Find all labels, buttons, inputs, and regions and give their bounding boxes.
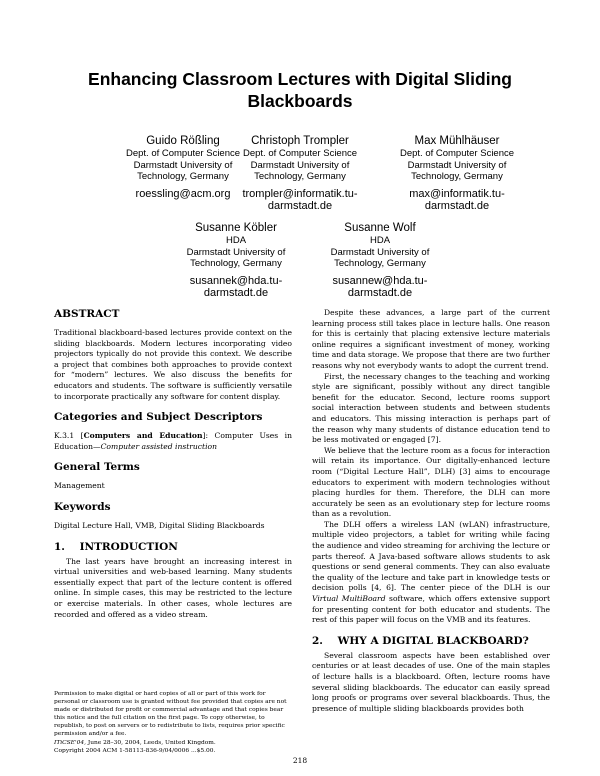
page-number: 218 <box>292 756 308 765</box>
paragraph <box>312 520 550 626</box>
categories-heading: Categories and Subject Descriptors <box>54 411 263 424</box>
paper-title: Enhancing Classroom Lectures with Digital Sliding Blackboards <box>88 69 512 111</box>
author-name: Max Mühlhäuser <box>414 135 500 147</box>
paragraph: We believe that the lecture room as a focus for interaction will retain its importance. Our digitally-enhanced lecture room (“Digital Lecture Hall”, DLH) [3] aims to encourage educators to experiment with modern technologies without placing hurdles for them. Therefore, the DLH can more accurately be seen as an evolutionary step for lecture rooms than as a revolution. <box>312 445 550 519</box>
author-email: susannek@hda.tu-darmstadt.de <box>189 274 283 299</box>
author-affiliation: Darmstadt University of <box>407 159 507 171</box>
author-email: trompler@informatik.tu-darmstadt.de <box>242 187 358 212</box>
author-affiliation: Dept. of Computer Science <box>125 148 241 159</box>
author-affiliation: Technology, Germany <box>334 258 426 269</box>
paragraph-part: The DLH offers a wireless LAN (wLAN) infrastructure, multiple video projectors, a tablet for writing while facing the audience and video streaming for archiving the lecture or parts thereof. A Java-based software allows students to ask questions or send general comments. They can also evaluate the quality of the lecture and take part in knowledge tests or decision polls [4, 6]. The center piece of the DLH is our <box>312 519 550 593</box>
author-affiliation: Darmstadt University of <box>250 159 350 171</box>
paragraph-part: software, which offers extensive support for presenting content for both educator and students. The rest of this paper will focus on the VMB and its features. <box>312 594 550 625</box>
section-2-heading: 2. WHY A DIGITAL BLACKBOARD? <box>312 634 529 647</box>
copyright-line: Copyright 2004 ACM 1-58113-836-9/04/0006 ...$5.00. <box>54 747 216 754</box>
author-affiliation: Darmstadt University of <box>330 246 430 258</box>
section-2-text: Several classroom aspects have been established over centuries or at least decades of use. One of the main staples of lecture halls is a blackboard. Often, lecture rooms have several sliding blackboards. The educator can easily spread long proofs or programs over several blackboards. Thus, the presence of multiple sliding blackboards provides both <box>312 650 550 713</box>
permission-text: Permission to make digital or hard copies of all or part of this work for personal or classroom use is granted without fee provided that copies are not made or distributed for profit or commercial advantage and that copies bear this notice and the full citation on the first page. To copy otherwise, to republish, to post on servers or to redistribute to lists, requires prior specific permission and/or a fee. <box>54 691 287 738</box>
right-column <box>312 308 550 714</box>
author-affiliation: Technology, Germany <box>190 258 282 269</box>
author-affiliation: Darmstadt University of <box>133 159 233 171</box>
author-affiliation: Dept. of Computer Science <box>399 148 515 159</box>
category-code: K.3.1 [ <box>54 431 84 441</box>
abstract-heading: ABSTRACT <box>54 308 120 320</box>
category-mid: ]: Computer Uses in Education— <box>54 431 292 451</box>
venue-name: ITiCSE'04, <box>54 739 86 746</box>
author-name: Guido Rößling <box>146 135 220 147</box>
keywords-text: Digital Lecture Hall, VMB, Digital Sliding Blackboards <box>54 520 265 530</box>
category-subject: Computer assisted instruction <box>100 441 218 451</box>
author-email: max@informatik.tu-darmstadt.de <box>409 187 505 212</box>
introduction-heading: 1. INTRODUCTION <box>54 540 178 553</box>
venue-details: June 28–30, 2004, Leeds, United Kingdom. <box>85 739 216 746</box>
general-terms-text: Management <box>54 481 105 491</box>
keywords-heading: Keywords <box>54 500 111 513</box>
author-email: susannew@hda.tu-darmstadt.de <box>332 274 428 299</box>
author-name: Susanne Wolf <box>344 222 416 234</box>
introduction-text: The last years have brought an increasing interest in virtual universities and web-based learning. Many students essentially expect that part of the lecture content is offered online. In simple cases, this may be restricted to the lecture or exercise materials. In other cases, whole lectures are recorded and offered as a video stream. <box>54 556 292 619</box>
author-email: roessling@acm.org <box>135 187 231 200</box>
category-name: Computers and Education <box>83 431 203 441</box>
author-block <box>230 134 370 213</box>
author-block <box>168 221 304 300</box>
author-affiliation: HDA <box>225 235 247 246</box>
copyright-footnote <box>54 690 292 755</box>
author-affiliation: Darmstadt University of <box>186 246 286 258</box>
author-affiliation: Technology, Germany <box>137 171 229 182</box>
author-affiliation: Dept. of Computer Science <box>242 148 358 159</box>
left-column <box>54 308 292 620</box>
general-terms-heading: General Terms <box>54 461 140 474</box>
abstract-text: Traditional blackboard-based lectures provide context on the sliding blackboards. Modern lectures incorporating video projectors typically do not provide this context. We describe a project that combines both approaches to provide context for “modern” lectures. We also discuss the benefits for educators and students. The software is sufficiently versatile to incorporate practically any software for content display. <box>54 328 292 401</box>
author-affiliation: Technology, Germany <box>254 171 346 182</box>
author-block <box>316 221 444 300</box>
author-name: Christoph Trompler <box>251 135 349 147</box>
paragraph: First, the necessary changes to the teaching and working style are significant, possibly without any direct tangible benefit for the educator. Second, lecture rooms support social interaction between students and between students and educators. This missing interaction is perhaps part of the reason why many students of distance education tend to be less motivated or engaged [7]. <box>312 371 550 445</box>
software-name: Virtual MultiBoard <box>312 594 386 604</box>
author-affiliation: Technology, Germany <box>411 171 503 182</box>
categories-text <box>54 431 292 452</box>
author-block <box>382 134 532 213</box>
author-name: Susanne Köbler <box>195 222 277 234</box>
paragraph: Despite these advances, a large part of the current learning process still takes place in lecture halls. One reason for this is certainly that placing extensive lecture materials online requires a significant investment of money, working time and data storage. We propose that there are two further reasons why not everybody wants to adopt the current trend. <box>312 308 550 370</box>
author-affiliation: HDA <box>369 235 391 246</box>
